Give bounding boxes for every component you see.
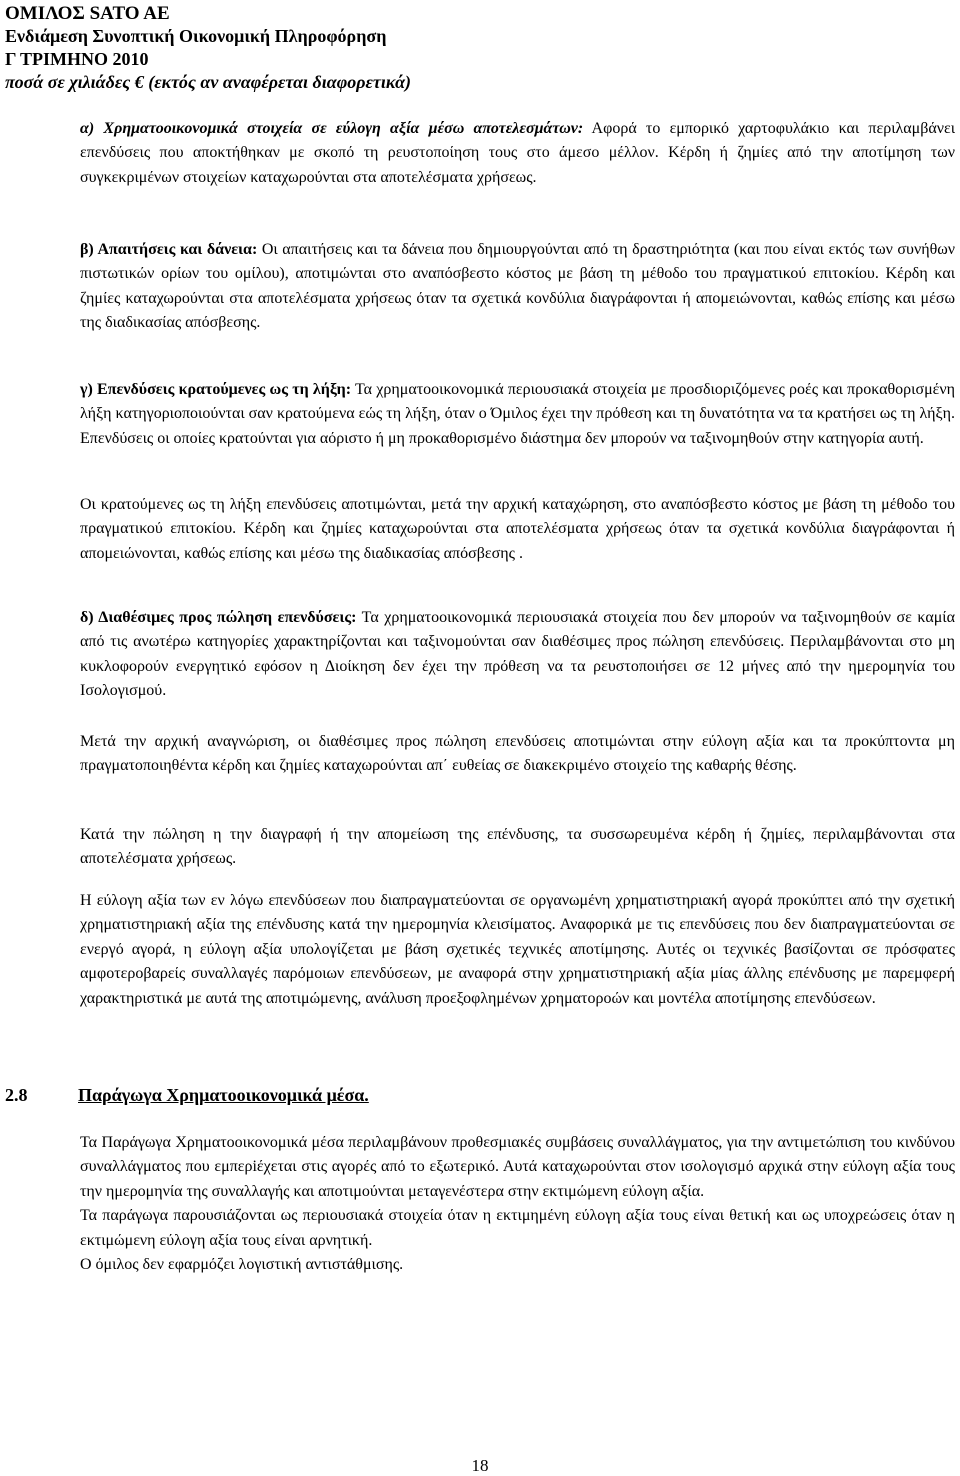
- paragraph-after-initial: [80, 730, 955, 779]
- section-number: 2.8: [5, 1085, 28, 1105]
- section-heading: [5, 1083, 369, 1107]
- section-title: Παράγωγα Χρηματοοικονομικά μέσα.: [78, 1085, 369, 1105]
- derivatives-paragraph-1: Τα Παράγωγα Χρηματοοικονομικά μέσα περιλαμβάνουν προθεσμιακές συμβάσεις συναλλάγματος, για την αντιμετώπιση του κινδύνου συναλλάγματος που εμπερiέχεται στις αγορές από το εξωτερικό. Αυτά καταχωρούνται στον ισολογισμό αρχικά στην εύλογη αξία τους την ημερομηνία της συναλλαγής και αποτιμούνται μεταγενέστερα στην εκτιμώμενη εύλογη αξία.: [80, 1134, 955, 1200]
- company-name: ΟΜΙΛΟΣ SATO AE: [5, 3, 170, 24]
- paragraph-a: [80, 117, 955, 190]
- paragraph-fair-value: [80, 889, 955, 1011]
- paragraph-d-heading: δ) Διαθέσιμες προς πώληση επενδύσεις:: [80, 609, 357, 626]
- page-number: 18: [471, 1456, 489, 1475]
- paragraph-held-to-maturity: [80, 493, 955, 566]
- report-period: Γ ΤΡΙΜΗΝΟ 2010: [5, 49, 149, 69]
- paragraph-a-text: Αφορά το εμπορικό χαρτοφυλάκιο και περιλαμβάνει επενδύσεις που αποκτήθηκαν με σκοπό τη ρευστοποίηση τους στο άμεσο μέλλον. Κέρδη ή ζημίες από την αποτίμηση των συγκεκριμένων στοιχείων καταχωρούνται στα αποτελέσματα χρήσεως.: [80, 120, 956, 186]
- derivatives-block: [80, 1131, 955, 1277]
- paragraph-b-heading: β) Απαιτήσεις και δάνεια:: [80, 241, 258, 258]
- after-initial-text: Μετά την αρχική αναγνώριση, οι διαθέσιμες προς πώληση επενδύσεις αποτιμώνται στην εύλογη αξία και τα προκύπτοντα μη πραγματοποιηθέντα κέρδη και ζημίες καταχωρούνται απ΄ ευθείας σε διακεκριμένο στοιχείο της καθαρής θέσης.: [80, 733, 955, 775]
- paragraph-on-sale: [80, 823, 955, 872]
- held-to-maturity-text: Οι κρατούμενες ως τη λήξη επενδύσεις αποτιμώνται, μετά την αρχική καταχώρηση, στο αναπόσβεστο κόστος με βάση τη μέθοδο του πραγματικού επιτοκίου. Κέρδη και ζημίες καταχωρούνται στα αποτελέσματα χρήσεως όταν τα σχετικά κονδύλια διαγράφονται ή απομειώνονται, καθώς επίσης και μέσω της διαδικασίας απόσβεσης .: [80, 496, 955, 562]
- paragraph-b: [80, 238, 955, 336]
- derivatives-paragraph-3: Ο όμιλος δεν εφαρμόζει λογιστική αντιστάθμισης.: [80, 1256, 404, 1274]
- fair-value-text: Η εύλογη αξία των εν λόγω επενδύσεων που διαπραγματεύονται σε οργανωμένη χρηματιστηριακή αγορά προκύπτει από την σχετική χρηματιστηριακή αξία της επένδυσης κατά την ημερομηνία κλεισίματος. Αναφορικά με τις επενδύσεις που δεν διαπραγματεύονται σε ενεργό αγορά, η εύλογη αξία υπολογίζεται με βάση σχετικές τεχνικές αποτίμησης. Αυτές οι τεχνικές βασίζονται σε πρόσφατες αμφοτεροβαρείς συναλλαγές παρόμοιων επενδύσεων, με αναφορά στην χρηματιστηριακή αξία μίας άλλης επένδυσης με παρεμφερή χαρακτηριστικά με αυτά της αποτιμώμενης, ανάλυση προεξοφλημένων χρηματοροών και μοντέλα αποτίμησης επενδύσεων.: [80, 892, 955, 1007]
- paragraph-b-text: Οι απαιτήσεις και τα δάνεια που δημιουργούνται από τη δραστηριότητα (και που είναι εκτός των συνήθων πιστωτικών ορίων του ομίλου), αποτιμώνται στο αναπόσβεστο κόστος με βάση τη μέθοδο του πραγματικού επιτοκίου. Κέρδη και ζημίες καταχωρούνται στα αποτελέσματα χρήσεως όταν τα σχετικά κονδύλια διαγράφονται ή απομειώνονται, καθώς επίσης και μέσω της διαδικασίας απόσβεσης.: [80, 241, 956, 332]
- on-sale-text: Κατά την πώληση η την διαγραφή ή την απομείωση της επένδυσης, τα συσσωρευμένα κέρδη ή ζημίες, περιλαμβάνονται στα αποτελέσματα χρήσεως.: [80, 826, 955, 868]
- paragraph-c-heading: γ) Επενδύσεις κρατούμενες ως τη λήξη:: [80, 381, 352, 398]
- document-header: [5, 2, 411, 94]
- amount-units-note: ποσά σε χιλιάδες € (εκτός αν αναφέρεται διαφορετικά): [5, 72, 412, 92]
- paragraph-d-text: Τα χρηματοοικονομικά περιουσιακά στοιχεία που δεν μπορούν να ταξινομηθούν σε καμία από τις ανωτέρω κατηγορίες χαρακτηρίζονται και ταξινομούνται σαν διαθέσιμες προς πώληση επενδύσεις. Περιλαμβάνονται στο μη κυκλοφορούν ενεργητικό εφόσον η Διοίκηση δεν έχει την πρόθεση να τα ρευστοποιήσει σε 12 μήνες από την ημερομηνία του Ισολογισμού.: [80, 609, 955, 700]
- paragraph-d: [80, 606, 955, 704]
- derivatives-paragraph-2: Τα παράγωγα παρουσιάζονται ως περιουσιακά στοιχεία όταν η εκτιμημένη εύλογη αξία τους είναι θετική και ως υποχρεώσεις όταν η εκτιμώμενη εύλογη αξία τους είναι αρνητική.: [80, 1207, 955, 1249]
- paragraph-c-text: Τα χρηματοοικονομικά περιουσιακά στοιχεία με προσδιοριζόμενες ροές και προκαθορισμένη λήξη κατηγοριοποιούνται σαν κρατούμενα εώς τη λήξη, όταν ο Όμιλος έχει την πρόθεση και τη δυνατότητα να τα κρατήσει ως τη λήξη. Επενδύσεις οι οποίες κρατούνται για αόριστο ή μη προκαθορισμένο διάστημα δεν μπορούν να ταξινομηθούν στην κατηγορία αυτή.: [80, 381, 955, 447]
- paragraph-c: [80, 378, 955, 451]
- paragraph-a-heading: α) Χρηματοοικονομικά στοιχεία σε εύλογη αξία μέσω αποτελεσμάτων:: [80, 120, 584, 137]
- report-title: Ενδιάμεση Συνοπτική Οικονομική Πληροφόρηση: [5, 26, 387, 46]
